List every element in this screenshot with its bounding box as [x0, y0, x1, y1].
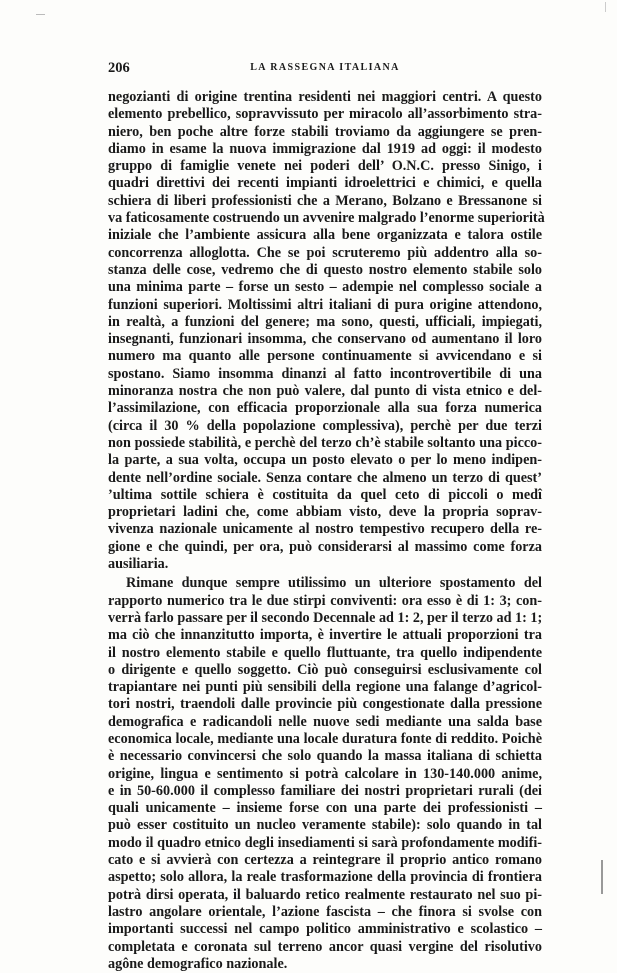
- text-line: ausiliaria.: [108, 556, 169, 573]
- text-line: quali unicamente – insieme forse con una parte dei professionisti –: [108, 800, 542, 817]
- text-line: è necessario convincersi che solo quando la massa italiana di schietta: [108, 748, 542, 765]
- text-line: aspetto; solo allora, la reale trasformazione della provincia di frontiera: [108, 869, 542, 886]
- scan-artifact: [36, 14, 45, 15]
- text-line: Rimane dunque sempre utilissimo un ulteriore spostamento del: [126, 575, 542, 592]
- text-line: in realtà, a funzioni del genere; ma sono, questi, ufficiali, impiegati,: [108, 313, 542, 330]
- scan-artifact: [605, 2, 612, 12]
- text-line: concorrenza alloglotta. Che se poi scruteremo più addentro alla so-: [108, 244, 542, 261]
- text-line: demografica e radicandoli nelle nuove sedi mediante una salda base: [108, 713, 542, 730]
- text-line: la parte, a sua volta, occupa un posto elevato o per lo meno indipen-: [108, 452, 542, 469]
- text-line: vivenza nazionale unicamente al nostro tempestivo recupero della re-: [108, 521, 542, 538]
- body-text: [108, 89, 545, 973]
- text-line: può esser costituito un nucleo veramente stabile): solo quando in tal: [108, 817, 542, 834]
- text-line: importanti successi nel campo politico amministrativo e scolastico –: [108, 921, 542, 938]
- text-line: completata e coronata sul terreno ancor quasi vergine del risolutivo: [108, 938, 542, 955]
- text-line: o dirigente e quello soggetto. Ciò può conseguirsi esclusivamente col: [108, 661, 542, 678]
- text-line: rapporto numerico tra le due stirpi conviventi: ora esso è di 1: 3; con-: [108, 592, 542, 609]
- text-line: l’assimilazione, con efficacia proporzionale alla sua forza numerica: [108, 400, 542, 417]
- text-line: ’ultima sottile schiera è costituita da quel ceto di piccoli o medî: [108, 486, 542, 503]
- paragraph: [108, 575, 542, 973]
- text-line: lastro angolare orientale, l’azione fascista – che finora si svolse con: [108, 903, 542, 920]
- text-line: trapiantare nei punti più sensibili della regione una falange d’agricol-: [108, 679, 542, 696]
- text-line: ma ciò che innanzitutto importa, è invertire le attuali proporzioni tra: [108, 627, 542, 644]
- text-line: e in 50-60.000 il complesso familiare dei nostri proprietari rurali (dei: [108, 782, 542, 799]
- text-line: agône demografico nazionale.: [108, 955, 288, 972]
- text-line: niero, ben poche altre forze stabili troviamo da aggiungere se pren-: [108, 123, 542, 140]
- text-line: gruppo di famiglie venete nei poderi dell’ O.N.C. presso Sinigo, i: [108, 158, 542, 175]
- running-title: LA RASSEGNA ITALIANA: [250, 62, 400, 73]
- text-line: non possiede stabilità, e perchè del terzo ch’è stabile soltanto una picco-: [108, 434, 542, 451]
- text-line: schiera di liberi professionisti che a Merano, Bolzano e Bressanone si: [108, 192, 542, 209]
- text-line: diamo in esame la nuova immigrazione dal 1919 ad oggi: il modesto: [108, 140, 542, 157]
- text-line: negozianti di origine trentina residenti nei maggiori centri. A questo: [108, 89, 542, 105]
- scan-artifact: [601, 860, 603, 894]
- text-line: elemento prebellico, sopravvissuto per miracolo all’assorbimento stra-: [108, 106, 542, 123]
- text-line: economica locale, mediante una locale duratura fonte di reddito. Poichè: [108, 730, 542, 747]
- text-line: quadri direttivi dei recenti impianti idroelettrici e chimici, e quella: [108, 175, 542, 192]
- text-line: gione e che quindi, per ora, può considerarsi al massimo come forza: [108, 538, 542, 555]
- text-line: origine, lingua e sentimento si potrà calcolare in 130-140.000 anime,: [108, 765, 542, 782]
- text-line: spostano. Siamo insomma dinanzi al fatto incontrovertibile di una: [108, 365, 542, 382]
- text-line: proprietari ladini che, come abbiam visto, deve la propria soprav-: [108, 504, 542, 521]
- text-line: (circa il 30 % della popolazione complessiva), perchè per due terzi: [108, 417, 542, 434]
- text-line: verrà farlo passare per il secondo Decennale ad 1: 2, per il terzo ad 1: 1;: [108, 609, 543, 626]
- text-line: stanza delle cose, vedremo che di questo nostro elemento stabile solo: [108, 261, 542, 278]
- text-line: iniziale che l’ambiente assicura alla bene organizzata e talora ostile: [108, 227, 542, 244]
- page-header: [108, 60, 542, 78]
- text-line: dente nell’ordine sociale. Senza contare che almeno un terzo di quest’: [108, 469, 542, 486]
- text-line: minoranza nostra che non può valere, dal punto di vista etnico e del-: [108, 383, 542, 400]
- text-line: va faticosamente costruendo un avvenire malgrado l’enorme superiorità: [108, 210, 545, 227]
- text-line: potrà dirsi operata, il baluardo retico realmente restaurato nel suo pi-: [108, 886, 542, 903]
- text-line: tori nostri, traendoli dalle provincie più congestionate dalla pressione: [108, 696, 542, 713]
- text-line: modo il quadro etnico degli insediamenti si sarà profondamente modifi-: [108, 834, 542, 851]
- paragraph: [108, 89, 545, 573]
- text-line: cato e si avvierà con certezza a reintegrare il proprio antico romano: [108, 852, 542, 869]
- text-line: il nostro elemento stabile e quello fluttuante, tra quello indipendente: [108, 644, 542, 661]
- page-number: 206: [108, 60, 130, 76]
- text-line: numero ma quanto alle persone continuamente si avvicendano e si: [108, 348, 542, 365]
- text-line: una minima parte – forse un sesto – adempie nel complesso sociale a: [108, 279, 542, 296]
- text-line: insegnanti, funzionari insomma, che conservano od aumentano il loro: [108, 331, 542, 348]
- text-line: funzioni superiori. Moltissimi altri italiani di pura origine attendono,: [108, 296, 542, 313]
